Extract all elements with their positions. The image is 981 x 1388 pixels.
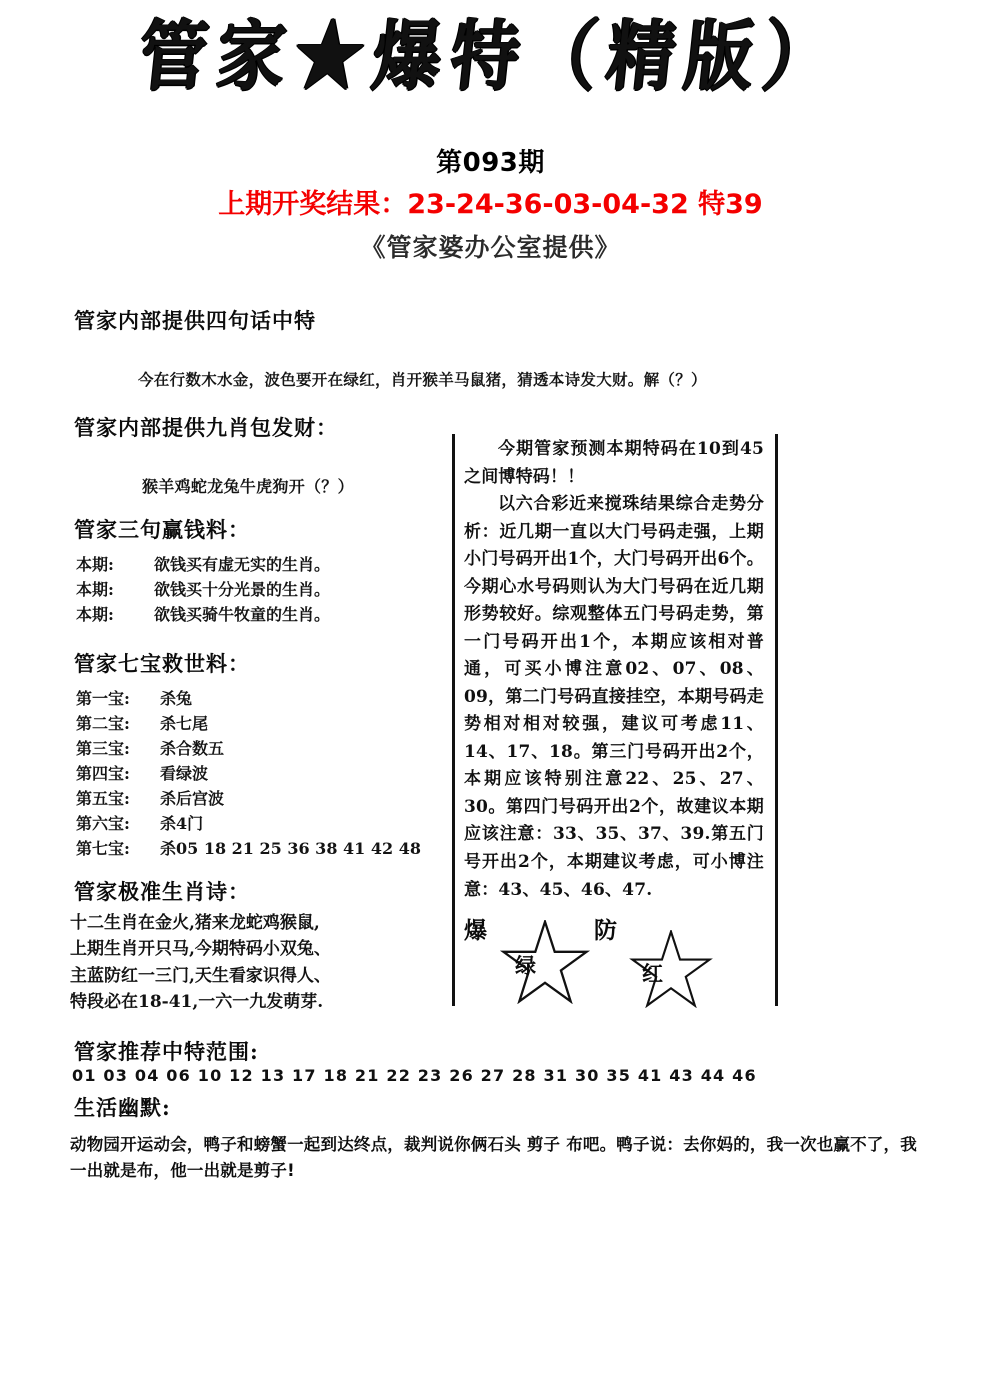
row-value: 欲钱买十分光景的生肖。	[154, 580, 331, 599]
four-sentence-text: 今在行数木水金，波色要开在绿红，肖开猴羊马鼠猪，猜透本诗发大财。解（？）	[138, 370, 707, 389]
row-value: 杀4门	[160, 814, 204, 833]
three-win-list	[76, 552, 330, 627]
section-heading-nine-zodiac: 管家内部提供九肖包发财：	[74, 415, 338, 440]
row-value: 看绿波	[160, 764, 209, 783]
humor-text: 动物园开运动会，鸭子和螃蟹一起到达终点，裁判说你俩石头 剪子 布吧。鸭子说：去你妈的，我一次也赢不了，我一出就是布，他一出就是剪子!	[70, 1135, 917, 1180]
star-text-red: 红	[642, 961, 663, 986]
analysis-body	[464, 436, 764, 904]
page-title: 管家★爆特（精版）	[134, 12, 847, 102]
row-value: 杀兔	[160, 689, 193, 708]
row-label: 第四宝:	[76, 764, 130, 783]
list-item	[76, 577, 330, 600]
section-heading-four-sentence: 管家内部提供四句话中特	[74, 308, 316, 333]
row-label: 第六宝:	[76, 814, 130, 833]
star-outline-icon	[604, 930, 738, 1008]
issue-number: 第093期	[436, 148, 545, 178]
row-label: 第一宝:	[76, 689, 130, 708]
section-heading-seven-treasure: 管家七宝救世料：	[74, 651, 250, 676]
star-group-red	[590, 908, 750, 1004]
row-value: 杀七尾	[160, 714, 209, 733]
row-value: 杀后宫波	[160, 789, 225, 808]
poem-line: 上期生肖开只马,今期特码小双兔、	[70, 939, 331, 960]
row-value: 杀05 18 21 25 36 38 41 42 48	[160, 839, 421, 858]
row-label: 第三宝:	[76, 739, 130, 758]
poem-line: 主蓝防红一三门,天生看家识得人、	[70, 965, 331, 986]
list-item	[76, 811, 421, 834]
analysis-paragraph-1: 今期管家预测本期特码在10到45之间博特码！！	[464, 439, 764, 487]
star-label-bao: 爆	[464, 917, 487, 944]
row-label: 本期:	[76, 580, 114, 599]
seven-treasure-list	[76, 686, 421, 861]
section-heading-zodiac-poem: 管家极准生肖诗：	[74, 879, 250, 904]
recommend-number-list: 01 03 04 06 10 12 13 17 18 21 22 23 26 27 28 31 30 35 41 43 44 46	[72, 1066, 757, 1085]
list-item	[76, 736, 421, 759]
row-label: 本期:	[76, 555, 114, 574]
row-label: 第五宝:	[76, 789, 130, 808]
analysis-paragraph-2: 以六合彩近来搅珠结果综合走势分析：近几期一直以大门号码走强，上期小门号码开出1个，大门号码开出6个。今期心水号码则认为大门号码在近几期形势较好。综观整体五门号码走势，第一门号码开出1个，本期应该相对普通，可买小博注意02、07、08、09，第二门号码直接挂空，本期号码走势相对相对较强，建议可考虑11、14、17、18。第三门号码开出2个，本期应该特别注意22、25、27、30。第四门号码开出2个，故建议本期应该注意：33、35、37、39.第五门号开出2个，本期建议考虑，可小博注意：43、45、46、47.	[464, 494, 764, 900]
zodiac-poem-body	[70, 910, 331, 1015]
row-value: 欲钱买有虚无实的生肖。	[154, 555, 331, 574]
row-label: 本期:	[76, 605, 114, 624]
poem-line: 十二生肖在金火,猪来龙蛇鸡猴鼠,	[70, 913, 320, 933]
section-heading-recommend-range: 管家推荐中特范围:	[74, 1039, 259, 1064]
section-heading-humor: 生活幽默:	[74, 1095, 171, 1120]
list-item	[76, 711, 421, 734]
list-item	[76, 602, 330, 625]
list-item	[76, 761, 421, 784]
list-item	[76, 786, 421, 809]
star-text-green: 绿	[515, 953, 536, 978]
list-item	[76, 686, 421, 709]
list-item	[76, 836, 421, 859]
row-value: 杀合数五	[160, 739, 225, 758]
list-item	[76, 552, 330, 575]
masthead	[0, 12, 981, 102]
star-label-fang: 防	[594, 917, 617, 944]
last-draw-result: 上期开奖结果：23-24-36-03-04-32 特39	[218, 189, 763, 220]
row-value: 欲钱买骑牛牧童的生肖。	[154, 605, 331, 624]
row-label: 第七宝:	[76, 839, 130, 858]
star-graphics	[460, 908, 770, 1004]
section-heading-three-win: 管家三句赢钱料：	[74, 517, 250, 542]
provider-credit: 《管家婆办公室提供》	[360, 233, 621, 262]
poem-line: 特段必在18-41,一六一九发萌芽.	[70, 992, 324, 1013]
row-label: 第二宝:	[76, 714, 130, 733]
nine-zodiac-text: 猴羊鸡蛇龙兔牛虎狗开（？）	[142, 477, 354, 496]
